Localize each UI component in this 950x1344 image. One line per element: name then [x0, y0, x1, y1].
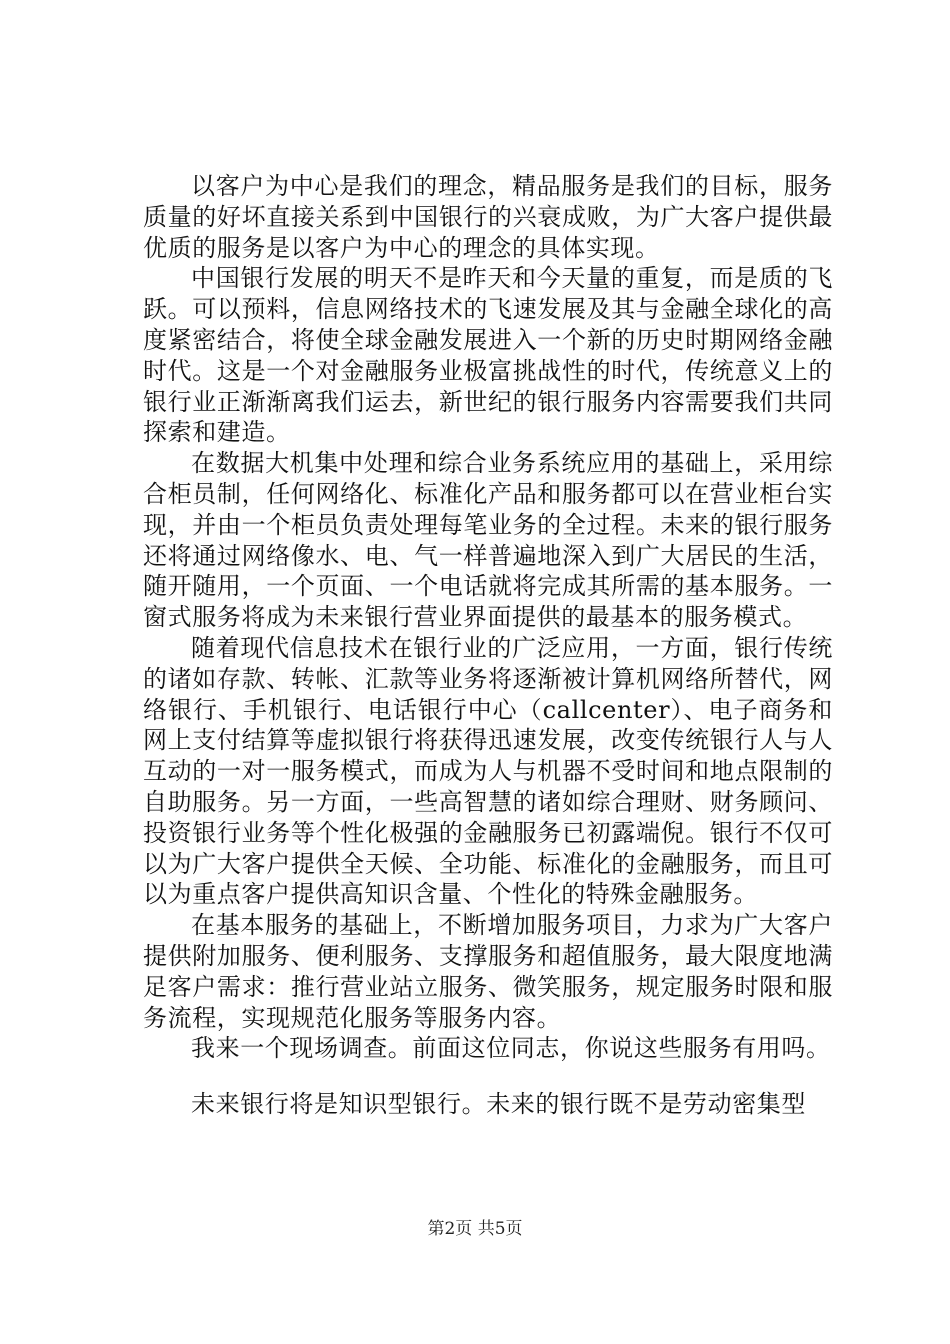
paragraph-6: 我来一个现场调查。前面这位同志，你说这些服务有用吗。	[191, 1034, 831, 1063]
document-body	[143, 171, 833, 1120]
paragraph-7: 未来银行将是知识型银行。未来的银行既不是劳动密集型	[191, 1090, 806, 1119]
paragraph-2: 中国银行发展的明天不是昨天和今天量的重复，而是质的飞跃。可以预料，信息网络技术的飞速发展及其与金融全球化的高度紧密结合，将使全球金融发展进入一个新的历史时期网络金融时代。这是一个对金融服务业极富挑战性的时代，传统意义上的银行业正渐渐离我们运去，新世纪的银行服务内容需要我们共同探索和建造。	[143, 264, 833, 447]
paragraph-1: 以客户为中心是我们的理念，精品服务是我们的目标，服务质量的好坏直接关系到中国银行的兴衰成败，为广大客户提供最优质的服务是以客户为中心的理念的具体实现。	[143, 172, 833, 262]
page-number-footer: 第2页 共5页	[427, 1219, 523, 1239]
paragraph-3: 在数据大机集中处理和综合业务系统应用的基础上，采用综合柜员制，任何网络化、标准化产品和服务都可以在营业柜台实现，并由一个柜员负责处理每笔业务的全过程。未来的银行服务还将通过网络像水、电、气一样普遍地深入到广大居民的生活，随开随用，一个页面、一个电话就将完成其所需的基本服务。一窗式服务将成为未来银行营业界面提供的最基本的服务模式。	[143, 449, 833, 632]
paragraph-5: 在基本服务的基础上，不断增加服务项目，力求为广大客户提供附加服务、便利服务、支撑服务和超值服务，最大限度地满足客户需求：推行营业站立服务、微笑服务，规定服务时限和服务流程，实现规范化服务等服务内容。	[143, 911, 833, 1032]
paragraph-4: 随着现代信息技术在银行业的广泛应用，一方面，银行传统的诸如存款、转帐、汇款等业务将逐渐被计算机网络所替代，网络银行、手机银行、电话银行中心（callcenter）、电子商务和网上支付结算等虚拟银行将获得迅速发展，改变传统银行人与人互动的一对一服务模式，而成为人与机器不受时间和地点限制的自助服务。另一方面，一些高智慧的诸如综合理财、财务顾问、投资银行业务等个性化极强的金融服务已初露端倪。银行不仅可以为广大客户提供全天候、全功能、标准化的金融服务，而且可以为重点客户提供高知识含量、个性化的特殊金融服务。	[143, 633, 833, 909]
